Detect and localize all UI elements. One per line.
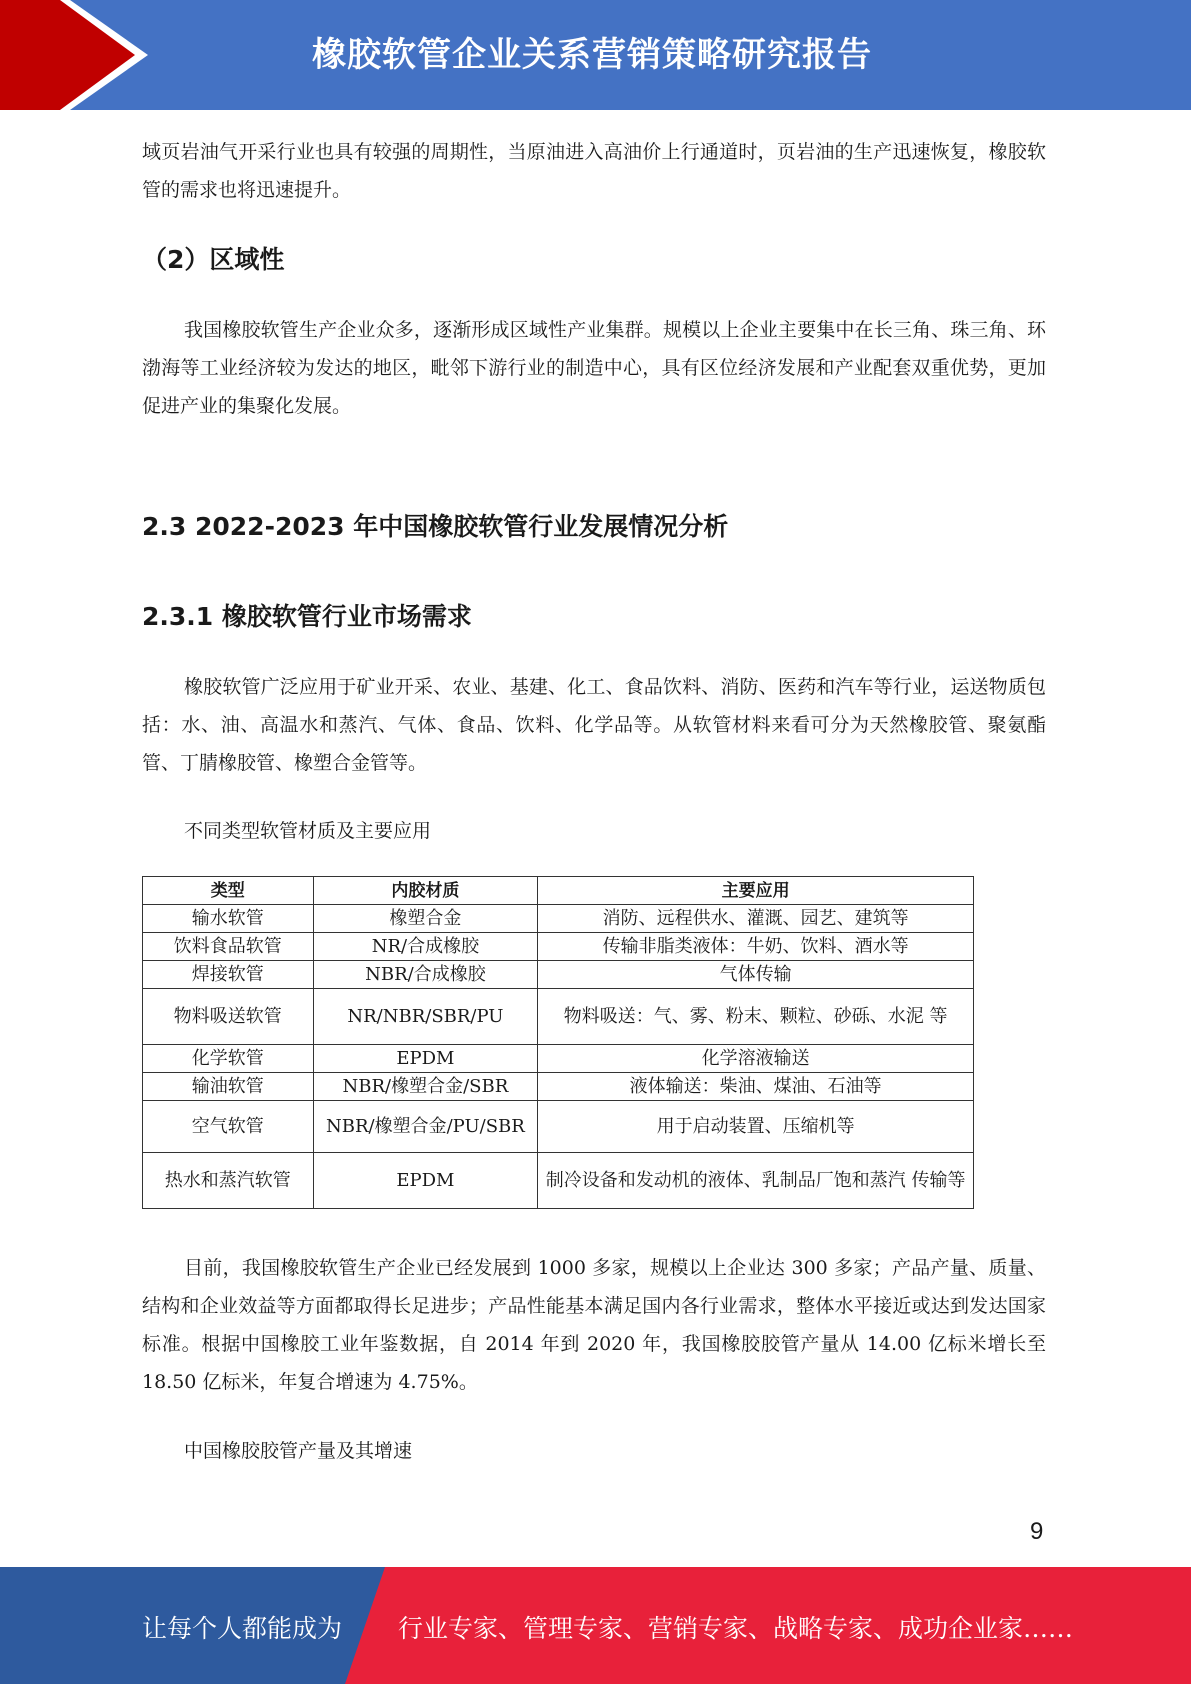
paragraph-market-demand: 橡胶软管广泛应用于矿业开采、农业、基建、化工、食品饮料、消防、医药和汽车等行业，运送物质包括：水、油、高温水和蒸汽、气体、食品、饮料、化学品等。从软管材料来看可分为天然橡胶管、聚氨酯管、丁腈橡胶管、橡塑合金管等。 [142, 676, 1046, 774]
table-cell: 消防、远程供水、灌溉、园艺、建筑等 [538, 905, 974, 933]
page-header [0, 0, 1191, 110]
table-row [143, 961, 974, 989]
table-cell: 输水软管 [143, 905, 314, 933]
table-header-cell: 内胶材质 [313, 877, 538, 905]
table-cell: 焊接软管 [143, 961, 314, 989]
table-cell: EPDM [313, 1153, 538, 1209]
table-cell: 饮料食品软管 [143, 933, 314, 961]
table-cell: 化学溶液输送 [538, 1045, 974, 1073]
table-cell: NBR/橡塑合金/SBR [313, 1073, 538, 1101]
table-header-row [143, 877, 974, 905]
footer-slogan-right: 行业专家、管理专家、营销专家、战略专家、成功企业家…… [398, 1614, 1074, 1643]
table-cell: 液体输送：柴油、煤油、石油等 [538, 1073, 974, 1101]
page-footer [0, 1567, 1191, 1684]
table-row [143, 1153, 974, 1209]
table-cell: 橡塑合金 [313, 905, 538, 933]
page-number: 9 [1030, 1518, 1044, 1545]
table-caption: 不同类型软管材质及主要应用 [184, 820, 432, 842]
table-cell: 热水和蒸汽软管 [143, 1153, 314, 1209]
table-cell: NBR/橡塑合金/PU/SBR [313, 1101, 538, 1153]
table-cell: 传输非脂类液体：牛奶、饮料、酒水等 [538, 933, 974, 961]
table-cell: 输油软管 [143, 1073, 314, 1101]
header-red-arrow [0, 0, 150, 110]
table-row [143, 1101, 974, 1153]
table-cell: NBR/合成橡胶 [313, 961, 538, 989]
table-cell: EPDM [313, 1045, 538, 1073]
table-cell: 物料吸送：气、雾、粉末、颗粒、砂砾、水泥 等 [538, 989, 974, 1045]
paragraph-regional: 我国橡胶软管生产企业众多，逐渐形成区域性产业集群。规模以上企业主要集中在长三角、珠三角、环渤海等工业经济较为发达的地区，毗邻下游行业的制造中心，具有区位经济发展和产业配套双重优势，更加促进产业的集聚化发展。 [142, 319, 1046, 417]
hose-material-table [142, 876, 974, 1209]
table-cell: 物料吸送软管 [143, 989, 314, 1045]
table-cell: 空气软管 [143, 1101, 314, 1153]
paragraph-shale-oil: 域页岩油气开采行业也具有较强的周期性，当原油进入高油价上行通道时，页岩油的生产迅速恢复，橡胶软管的需求也将迅速提升。 [142, 141, 1046, 201]
table-cell: 气体传输 [538, 961, 974, 989]
heading-regional: （2）区域性 [142, 245, 285, 274]
table-header-cell: 主要应用 [538, 877, 974, 905]
table-row [143, 1045, 974, 1073]
chart-caption: 中国橡胶胶管产量及其增速 [184, 1440, 413, 1462]
table-row [143, 1073, 974, 1101]
table-cell: 用于启动装置、压缩机等 [538, 1101, 974, 1153]
table-cell: NR/NBR/SBR/PU [313, 989, 538, 1045]
paragraph-industry-output: 目前，我国橡胶软管生产企业已经发展到 1000 多家，规模以上企业达 300 多家；产品产量、质量、结构和企业效益等方面都取得长足进步；产品性能基本满足国内各行业需求，整体水平接近或达到发达国家标准。根据中国橡胶工业年鉴数据，自 2014 年到 2020 年，我国橡胶胶管产量从 14.00 亿标米增长至 18.50 亿标米，年复合增速为 4.75%。 [142, 1257, 1046, 1393]
footer-slogan-left: 让每个人都能成为 [142, 1614, 343, 1643]
table-row [143, 905, 974, 933]
table-row [143, 989, 974, 1045]
table-cell: NR/合成橡胶 [313, 933, 538, 961]
heading-section-2-3: 2.3 2022-2023 年中国橡胶软管行业发展情况分析 [142, 512, 729, 541]
table-cell: 制冷设备和发动机的液体、乳制品厂饱和蒸汽 传输等 [538, 1153, 974, 1209]
table-row [143, 933, 974, 961]
report-title: 橡胶软管企业关系营销策略研究报告 [312, 35, 872, 75]
heading-section-2-3-1: 2.3.1 橡胶软管行业市场需求 [142, 602, 472, 631]
table-header-cell: 类型 [143, 877, 314, 905]
table-cell: 化学软管 [143, 1045, 314, 1073]
